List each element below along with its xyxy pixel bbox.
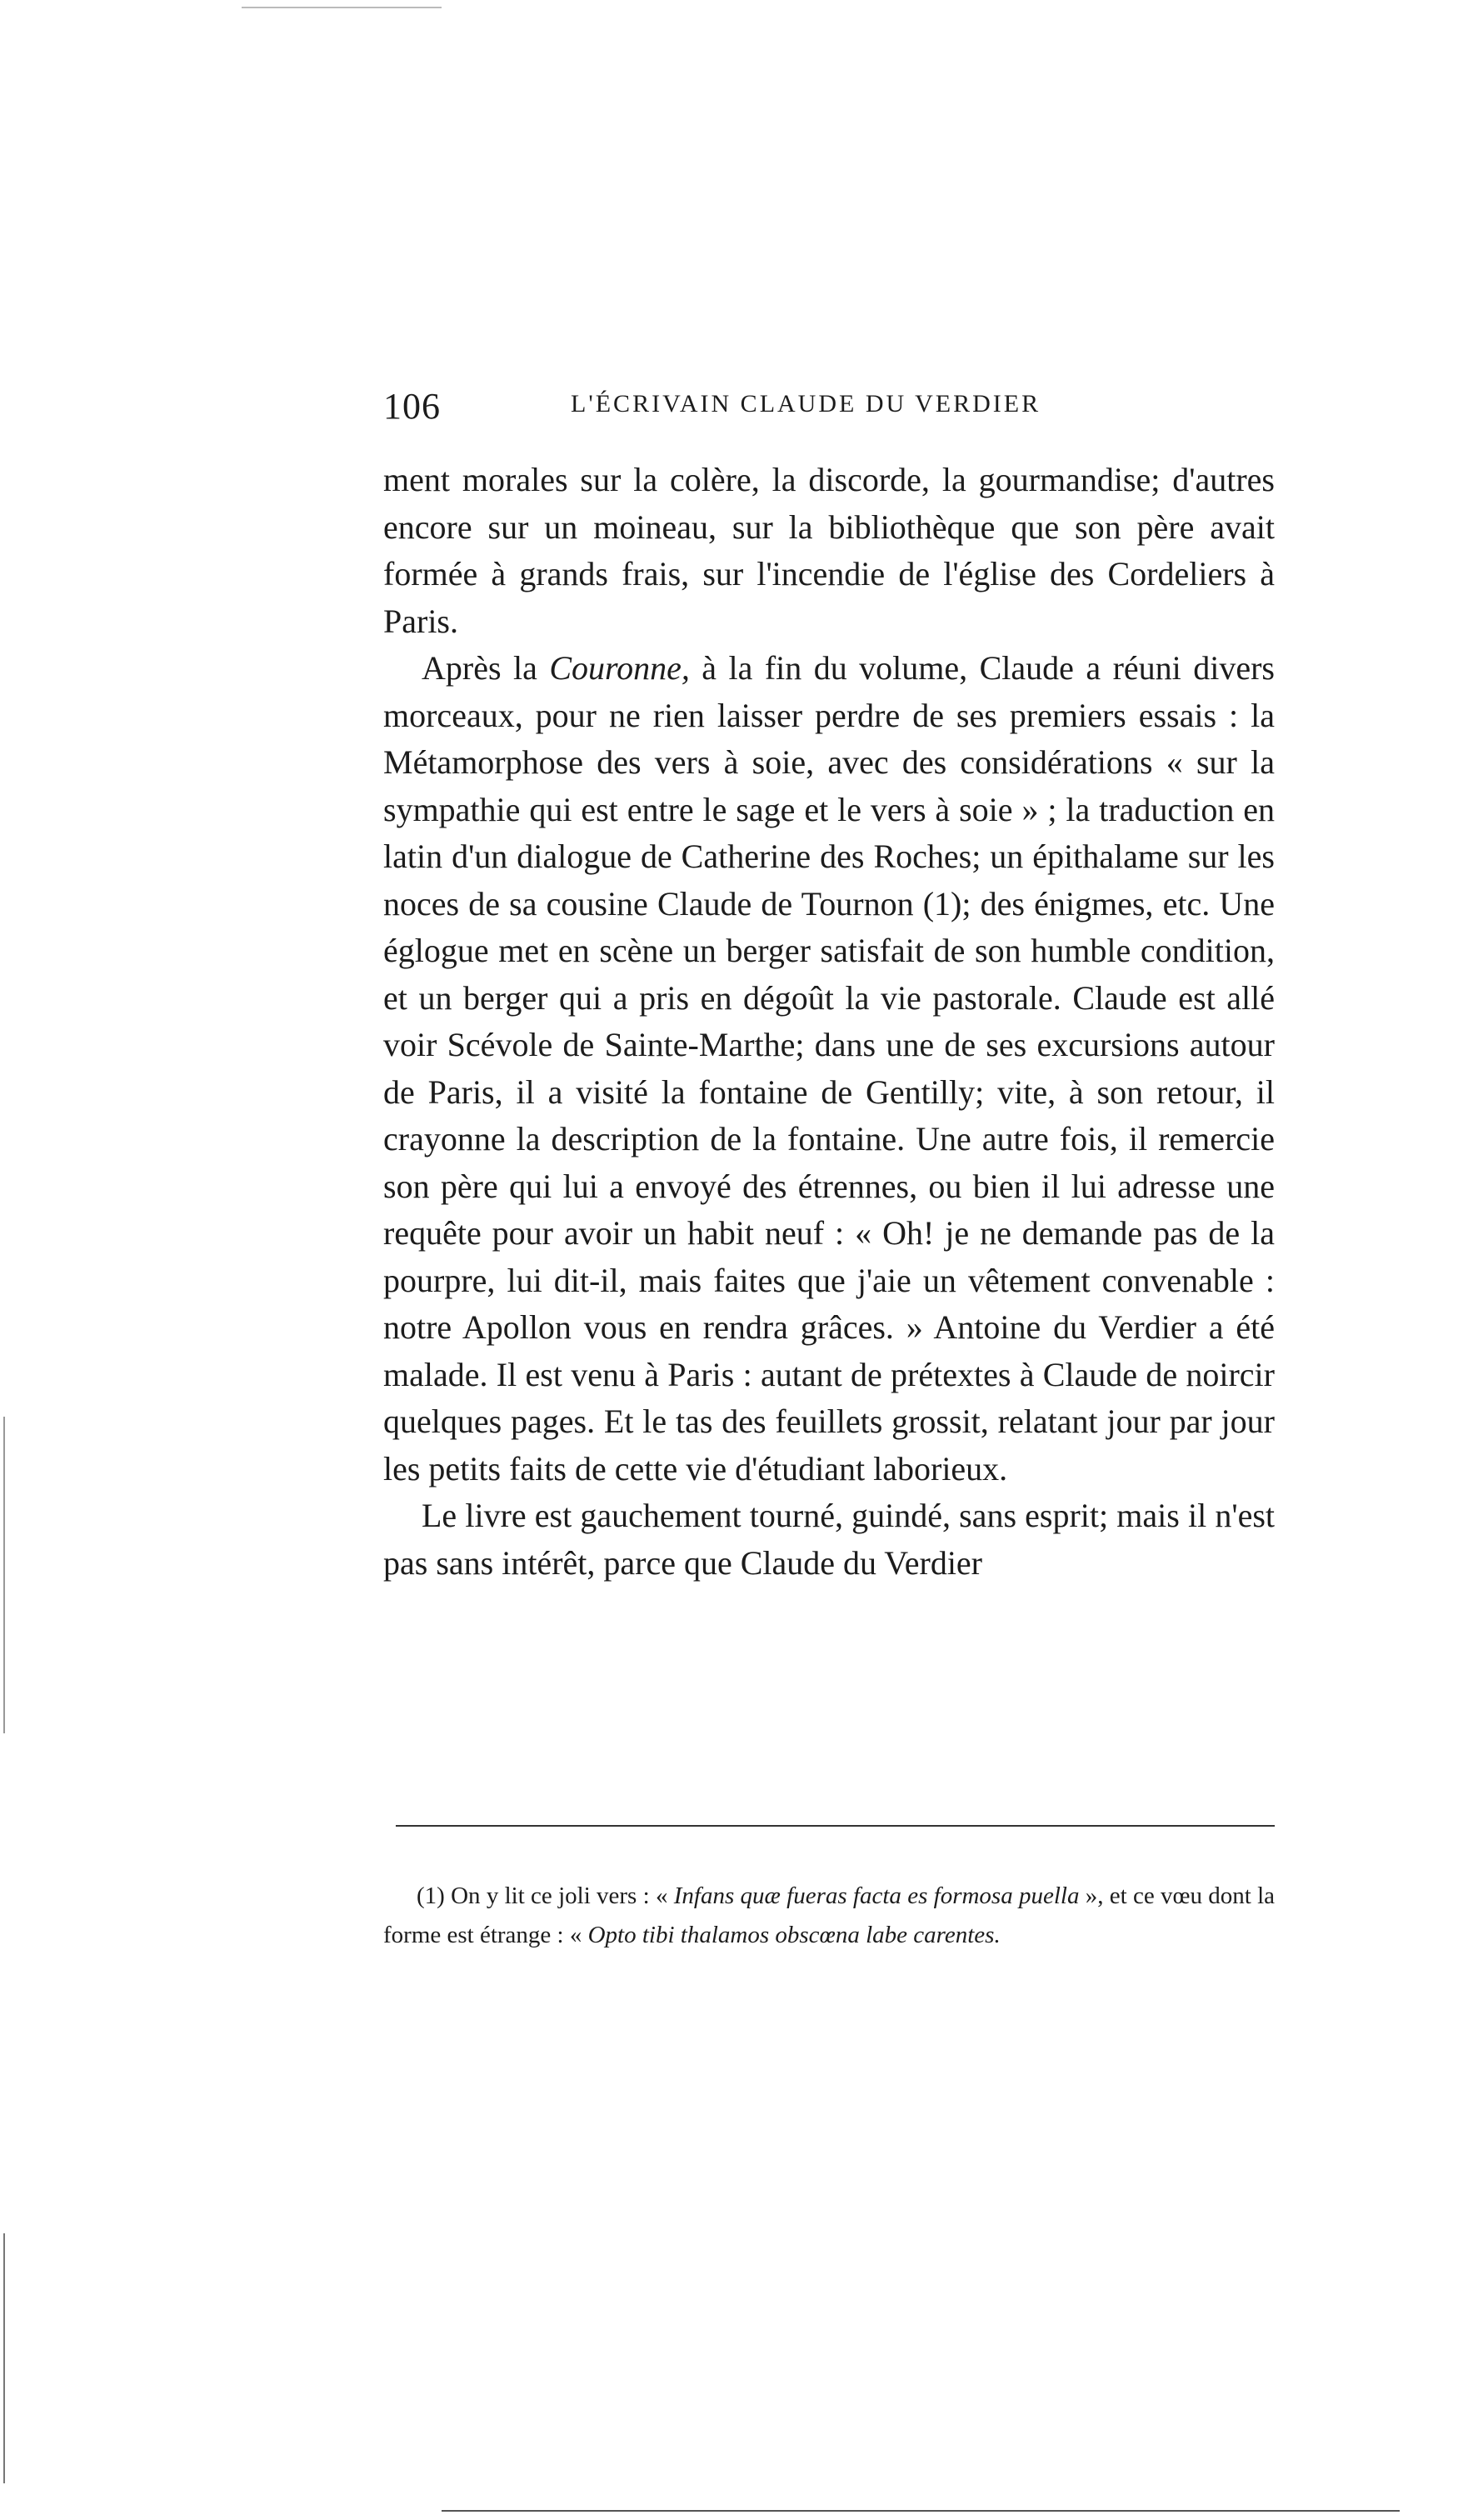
footnote-latin-wish: Opto tibi thalamos obscœna labe carentes. [587,1922,1001,1948]
footnote-text-1: On y lit ce joli vers : « [444,1882,674,1909]
footnote-text-2: », et ce vœu dont la forme est étrange : « [383,1882,1275,1948]
footnote-rule [396,1825,1275,1827]
footnote-latin-verse: Infans quæ fueras facta es formosa puella [673,1882,1080,1909]
scan-edge-mark-top [242,7,442,8]
footnote-marker: (1) [417,1882,445,1909]
paragraph-1: ment morales sur la colère, la discorde, la gourmandise; d'autres encore sur un moineau, sur la bibliothèque que son père avait formée à grands frais, sur l'incendie de l'église des Cordeliers à Paris. [383,461,1275,640]
scan-edge-mark-bottom [442,2510,1400,2512]
scan-edge-mark-left [3,1417,5,1733]
footnote [383,1877,1275,1955]
running-head [383,385,1275,435]
paragraph-2-rest: à la fin du volume, Claude a réuni divers morceaux, pour ne rien laisser perdre de ses premiers essais : la Métamorphose des vers à soie, avec des considérations « sur la sympathie qui est entre le sage et le vers à soie » ; la traduction en latin d'un dialogue de Catherine des Roches; un épithalame sur les noces de sa cousine Claude de Tournon (1); des énigmes, etc. Une églogue met en scène un berger satisfait de son humble condition, et un berger qui a pris en dégoût la vie pastorale. Claude est allé voir Scévole de Sainte-Marthe; dans une de ses excursions autour de Paris, il a visité la fontaine de Gentilly; vite, à son retour, il crayonne la description de la fontaine. Une autre fois, il remercie son père qui lui a envoyé des étrennes, ou bien il lui adresse une requête pour avoir un habit neuf : « Oh! je ne demande pas de la pourpre, lui dit-il, mais faites que j'aie un vêtement convenable : notre Apollon vous en rendra grâces. » Antoine du Verdier a été malade. Il est venu à Paris : autant de prétextes à Claude de noircir quelques pages. Et le tas des feuillets grossit, relatant jour par jour les petits faits de cette vie d'étudiant laborieux. [383,649,1275,1488]
page-number: 106 [383,386,441,427]
body-text [383,457,1275,1587]
scan-edge-mark-left-lower [3,2233,5,2483]
paragraph-3: Le livre est gauchement tourné, guindé, sans esprit; mais il n'est pas sans intérêt, parce que Claude du Verdier [383,1497,1275,1582]
paragraph-2-italic-title: Couronne, [549,649,690,687]
paragraph-2-start: Après la [422,649,550,687]
paragraph-2 [383,645,1275,1492]
running-title: L'ÉCRIVAIN CLAUDE DU VERDIER [571,390,1041,418]
